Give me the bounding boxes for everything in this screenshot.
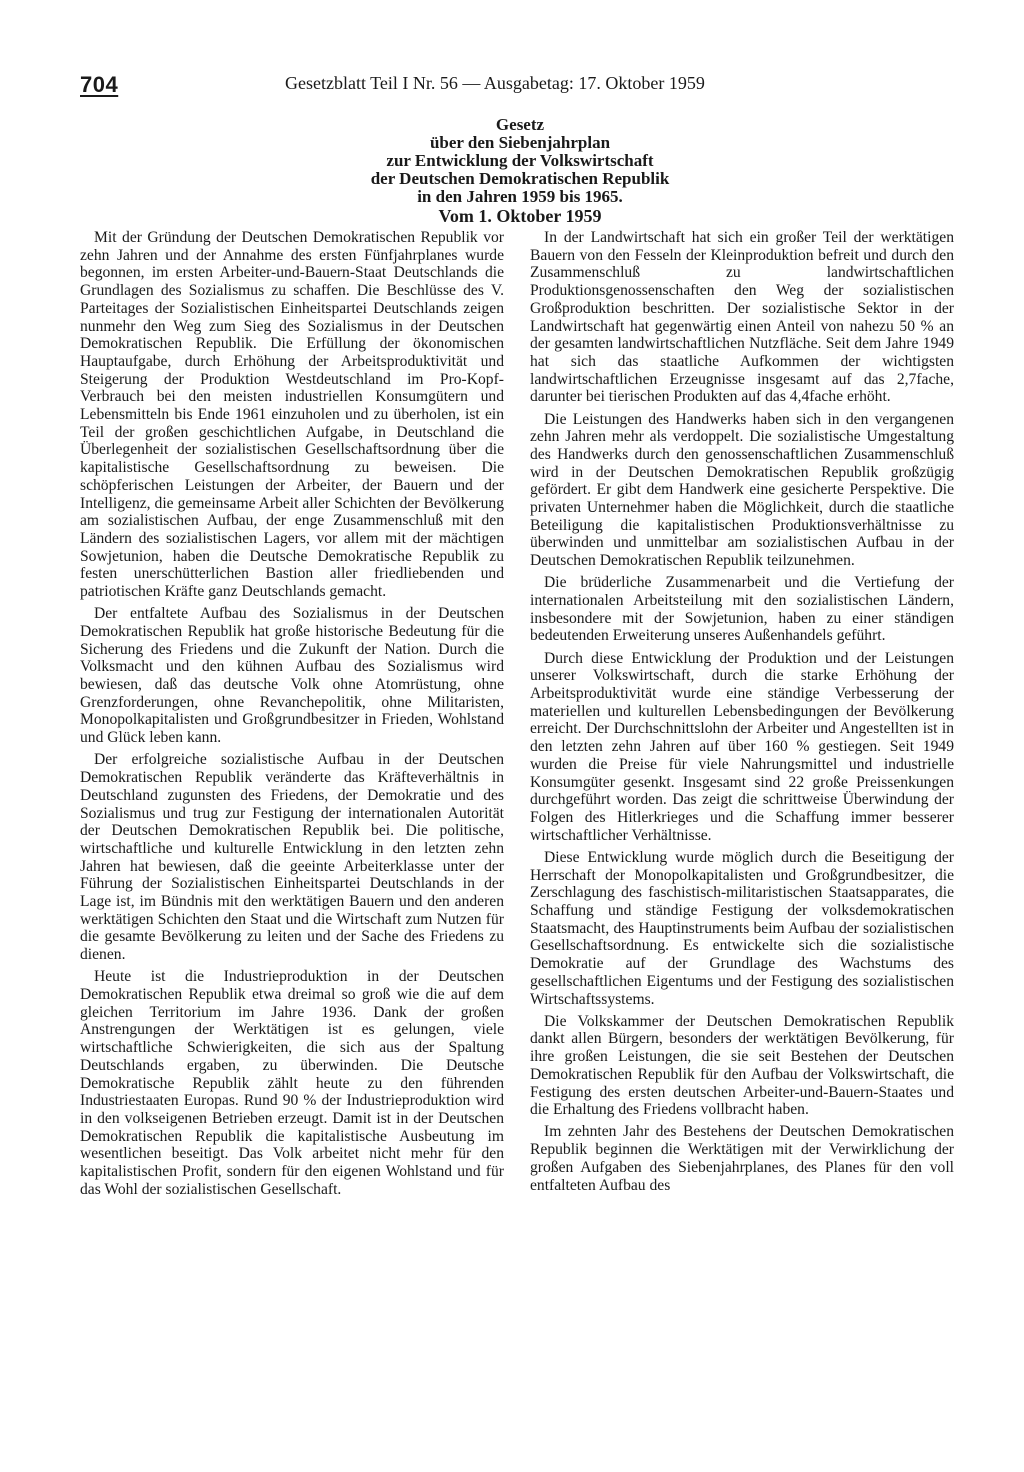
paragraph: In der Landwirtschaft hat sich ein großer Teil der werktätigen Bauern von den Fesseln der Kleinproduktion befreit und durch den Zusammenschluß zu landwirtschaftlichen Produktionsgenossenschaften den Weg der sozialistischen Großproduktion beschritten. Der sozialistische Sektor in der Landwirtschaft hat gegenwärtig einen Anteil von nahezu 50 % an der gesamten landwirtschaftlichen Nutzfläche. Seit dem Jahre 1949 hat sich das staatliche Aufkommen der wichtigsten landwirtschaftlichen Erzeugnisse insgesamt auf das 2,7fache, darunter bei tierischen Produkten auf das 4,4fache erhöht.	[530, 229, 954, 406]
paragraph: Heute ist die Industrieproduktion in der Deutschen Demokratischen Republik etwa dreimal so groß wie die auf dem gleichen Territorium im Jahre 1936. Dank der großen Anstrengungen der Werktätigen ist es gelungen, viele wirtschaftliche Schwierigkeiten, die sich aus der Spaltung Deutschlands ergaben, zu überwinden. Die Deutsche Demokratische Republik zählt heute zu den führenden Industriestaaten Europas. Rund 90 % der Industrieproduktion wird in den volkseigenen Betrieben erzeugt. Damit ist in der Deutschen Demokratischen Republik die kapitalistische Ausbeutung im wesentlichen beseitigt. Das Volk arbeitet nicht mehr für den kapitalistischen Profit, sondern für den eigenen Wohlstand und für das Wohl der sozialistischen Gesellschaft.	[80, 968, 504, 1198]
law-title	[80, 116, 960, 225]
right-column	[530, 229, 954, 1194]
title-line: über den Siebenjahrplan	[429, 133, 611, 152]
paragraph: Der erfolgreiche sozialistische Aufbau in der Deutschen Demokratischen Republik veränderte das Kräfteverhältnis in Deutschland zugunsten des Friedens, der Demokratie und des Sozialismus und trug zur Festigung der internationalen Autorität der Deutschen Demokratischen Republik bei. Die politische, wirtschaftliche und kulturelle Entwicklung in den letzten zehn Jahren hat bewiesen, daß die geeinte Arbeiterklasse unter der Führung der Sozialistischen Einheitspartei Deutschlands in der Lage ist, im Bündnis mit den werktätigen Bauern und den anderen werktätigen Schichten den Staat und die Wirtschaft zum Nutzen für die gesamte Bevölkerung zu leiten und der Sache des Friedens zu dienen.	[80, 751, 504, 964]
paragraph: Durch diese Entwicklung der Produktion und der Leistungen unserer Volkswirtschaft, durch die starke Erhöhung der Arbeitsproduktivität wurde eine ständige Verbesserung der materiellen und kulturellen Lebensbedingungen der Bevölkerung erreicht. Der Durchschnittslohn der Arbeiter und Angestellten ist in den letzten zehn Jahren auf über 160 % gestiegen. Seit 1949 wurden die Preise für viele Nahrungsmittel und industrielle Konsumgüter gesenkt. Insgesamt sind 22 große Preissenkungen durchgeführt worden. Das zeigt die schrittweise Überwindung der Folgen des Hitlerkrieges und die Schaffung immer besserer wirtschaftlicher Verhältnisse.	[530, 649, 954, 844]
title-line: in den Jahren 1959 bis 1965.	[417, 187, 623, 206]
paragraph: Die Volkskammer der Deutschen Demokratischen Republik dankt allen Bürgern, besonders der werktätigen Bevölkerung, für ihre großen Leistungen, die sie seit Bestehen der Deutschen Demokratischen Republik für den Aufbau der Volkswirtschaft, die Festigung des ersten deutschen Arbeiter-und-Bauern-Staates und die Erhaltung des Friedens vollbracht haben.	[530, 1012, 954, 1119]
paragraph: Im zehnten Jahr des Bestehens der Deutschen Demokratischen Republik beginnen die Werktätigen mit der Verwirklichung der großen Aufgaben des Siebenjahrplanes, des Planes für den voll entfalteten Aufbau des	[530, 1123, 954, 1194]
title-line: der Deutschen Demokratischen Republik	[370, 169, 670, 188]
law-date: Vom 1. Oktober 1959	[438, 206, 602, 226]
title-line: Gesetz	[495, 115, 545, 134]
left-column	[80, 229, 504, 1198]
running-head: Gesetzblatt Teil I Nr. 56 — Ausgabetag: 17. Oktober 1959	[285, 73, 705, 93]
title-line: zur Entwicklung der Volkswirtschaft	[386, 151, 654, 170]
paragraph: Die Leistungen des Handwerks haben sich in den vergangenen zehn Jahren mehr als verdoppelt. Die sozialistische Umgestaltung des Handwerks durch den genossenschaftlichen Zusammenschluß wird in der Deutschen Demokratischen Republik großzügig gefördert. Er gibt dem Handwerk eine gesicherte Perspektive. Die privaten Unternehmer haben die Möglichkeit, durch die staatliche Beteiligung die kapitalistischen Produktionsverhältnisse zu überwinden und unmittelbar am sozialistischen Aufbau in der Deutschen Demokratischen Republik teilzunehmen.	[530, 410, 954, 570]
page-header	[80, 72, 960, 100]
paragraph: Der entfaltete Aufbau des Sozialismus in der Deutschen Demokratischen Republik hat große historische Bedeutung für die Sicherung des Friedens und die Zukunft der Nation. Durch die Volksmacht und den kühnen Aufbau des Sozialismus wird bewiesen, daß das deutsche Volk ohne Atomrüstung, ohne Grenzforderungen, ohne Revanchepolitik, ohne Militaristen, Monopolkapitalisten und Großgrundbesitzer in Frieden, Wohlstand und Glück leben kann.	[80, 605, 504, 747]
paragraph: Die brüderliche Zusammenarbeit und die Vertiefung der internationalen Arbeitsteilung mit den sozialistischen Ländern, insbesondere mit der Sowjetunion, haben zu einer ständigen bedeutenden Erweiterung unseres Außenhandels geführt.	[530, 574, 954, 645]
page-number: 704	[80, 72, 119, 97]
paragraph: Diese Entwicklung wurde möglich durch die Beseitigung der Herrschaft der Monopolkapitalisten und Großgrundbesitzer, die Zerschlagung des faschistisch-militaristischen Staatsapparates, die Schaffung und ständige Festigung der volksdemokratischen Staatsmacht, des Hauptinstruments beim Aufbau der sozialistischen Gesellschaftsordnung. Es entwickelte sich die sozialistische Demokratie auf der Grundlage des Wachstums des gesellschaftlichen Eigentums und der Festigung des sozialistischen Wirtschaftssystems.	[530, 848, 954, 1008]
paragraph: Mit der Gründung der Deutschen Demokratischen Republik vor zehn Jahren und der Annahme des ersten Fünfjahrplanes wurde begonnen, im ersten Arbeiter-und-Bauern-Staat Deutschlands die Grundlagen des Sozialismus zu schaffen. Die Beschlüsse des V. Parteitages der Sozialistischen Einheitspartei Deutschlands zeigen nunmehr den Weg zum Sieg des Sozialismus in der Deutschen Demokratischen Republik. Die Erfüllung der ökonomischen Hauptaufgabe, durch Erhöhung der Arbeitsproduktivität und Steigerung der Produktion Westdeutschland im Pro-Kopf-Verbrauch bei den meisten industriellen Konsumgütern und Lebensmitteln bis Ende 1961 einzuholen und zu überholen, ist ein Teil der großen geschichtlichen Aufgabe, in Deutschland die Überlegenheit der sozialistischen Gesellschaftsordnung über die kapitalistische Gesellschaftsordnung zu beweisen. Die schöpferischen Leistungen der Arbeiter, der Bauern und der Intelligenz, die gemeinsame Arbeit aller Schichten der Bevölkerung am sozialistischen Aufbau, der enge Zusammenschluß mit den Ländern des sozialistischen Lagers, vor allem mit der mächtigen Sowjetunion, haben die Deutsche Demokratische Republik zu festen unerschütterlichen Bastion aller friedliebenden und patriotischen Kräfte ganz Deutschlands gemacht.	[80, 229, 504, 601]
